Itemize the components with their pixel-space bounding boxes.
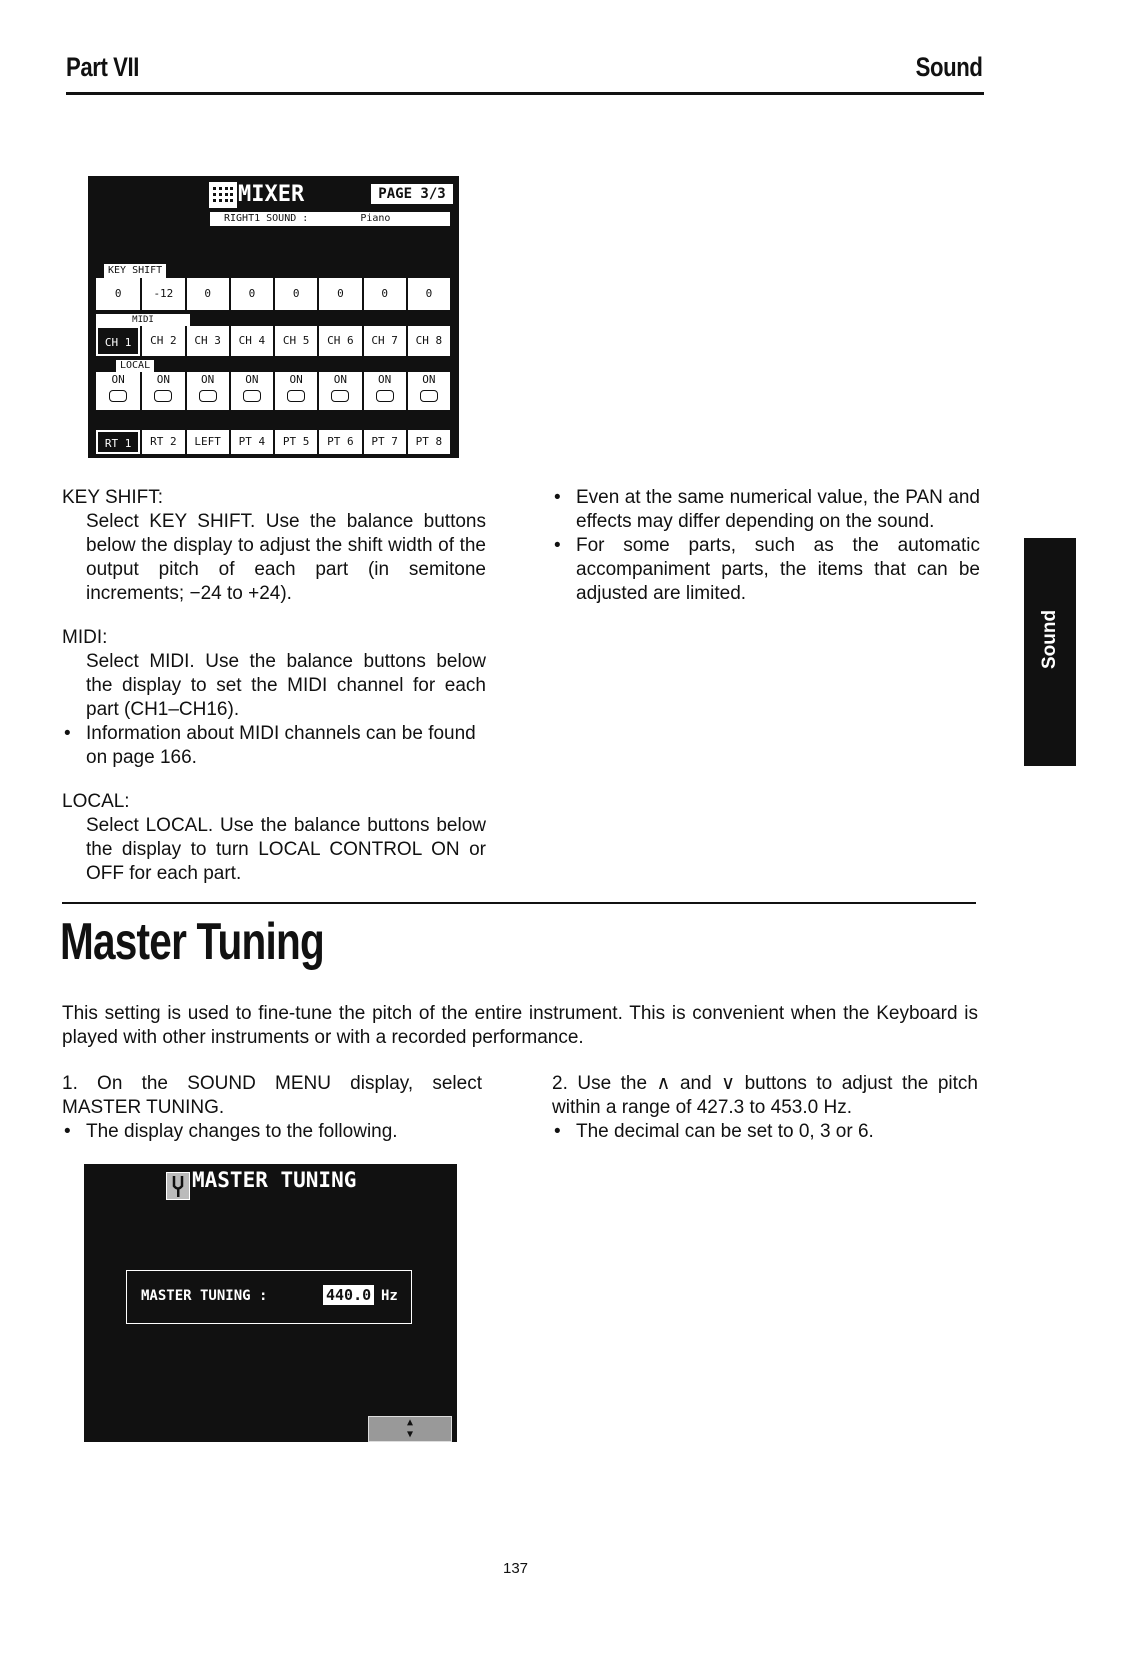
tuning-screen-title: MASTER TUNING <box>192 1168 357 1192</box>
local-toggle-icon[interactable] <box>109 390 127 402</box>
part-cell[interactable] <box>317 430 361 454</box>
part-cell[interactable] <box>273 430 317 454</box>
midi-channel-cell[interactable] <box>317 326 361 356</box>
midi-description: Select MIDI. Use the balance buttons below the display to set the MIDI channel for each part (CH1–CH16). <box>86 651 486 720</box>
key-shift-cell-label: 0 <box>204 287 211 300</box>
part-row <box>96 430 450 454</box>
parts-note-bullet: • For some parts, such as the automatic accompaniment parts, the items that can be adjusted are limited. <box>552 534 980 606</box>
local-description: Select LOCAL. Use the balance buttons below the display to turn LOCAL CONTROL ON or OFF for each part. <box>86 815 486 884</box>
key-shift-cell[interactable] <box>140 278 184 310</box>
midi-channel-cell-label: CH 7 <box>371 334 398 347</box>
local-toggle-icon[interactable] <box>331 390 349 402</box>
pan-note-bullet: • Even at the same numerical value, the PAN and effects may differ depending on the sound. <box>552 486 980 534</box>
midi-channel-cell[interactable] <box>140 326 184 356</box>
intro-paragraph: This setting is used to fine-tune the pitch of the entire instrument. This is convenient when the Keyboard is played with other instruments or with a recorded performance. <box>62 1003 978 1048</box>
local-cell-label: ON <box>422 373 436 386</box>
section-rule <box>62 902 976 904</box>
key-shift-cell-label: -12 <box>153 287 174 300</box>
midi-channel-cell[interactable] <box>229 326 273 356</box>
step-2: 2. Use the ∧ and ∨ buttons to adjust the pitch within a range of 427.3 to 453.0 Hz. <box>552 1073 978 1118</box>
side-tab <box>1024 538 1076 766</box>
midi-heading: MIDI: <box>62 627 108 648</box>
mixer-title: MIXER <box>238 182 305 207</box>
up-arrow-icon[interactable]: ▲ <box>406 1417 414 1428</box>
local-cell[interactable] <box>273 372 317 410</box>
part-cell-label: PT 6 <box>327 435 354 448</box>
part-cell[interactable] <box>96 430 140 454</box>
key-shift-cell-label: 0 <box>248 287 256 300</box>
local-cell-label: ON <box>111 373 125 386</box>
local-cell-label: ON <box>378 373 392 386</box>
local-cell-label: ON <box>156 373 170 386</box>
local-cell-label: ON <box>201 373 215 386</box>
step-1: 1. On the SOUND MENU display, select MASTER TUNING. <box>62 1073 482 1118</box>
part-cell-label: PT 7 <box>371 435 398 448</box>
key-shift-cell[interactable] <box>185 278 229 310</box>
local-toggle-icon[interactable] <box>376 390 394 402</box>
part-cell-label: PT 4 <box>238 435 266 448</box>
midi-channel-cell[interactable] <box>96 326 140 356</box>
key-shift-row <box>96 278 450 310</box>
midi-channel-cell-label: CH 2 <box>150 334 177 347</box>
part-cell-label: PT 8 <box>415 435 443 448</box>
local-heading: LOCAL: <box>62 791 130 812</box>
side-tab-label: Sound <box>1039 609 1060 669</box>
step-2-column <box>552 1072 978 1144</box>
page-number: 137 <box>503 1560 529 1577</box>
midi-channel-cell[interactable] <box>273 326 317 356</box>
right-column <box>552 486 980 606</box>
part-cell[interactable] <box>140 430 184 454</box>
local-toggle-icon[interactable] <box>420 390 438 402</box>
left-column <box>62 486 486 886</box>
local-cell-label: ON <box>245 373 259 386</box>
header-section: Sound <box>915 52 982 82</box>
part-cell-label: RT 1 <box>104 437 132 450</box>
key-shift-cell[interactable] <box>96 278 140 310</box>
part-cell[interactable] <box>362 430 406 454</box>
midi-tab[interactable]: MIDI <box>96 314 190 326</box>
step-2-bullet: • The decimal can be set to 0, 3 or 6. <box>552 1120 978 1144</box>
local-toggle-icon[interactable] <box>287 390 305 402</box>
part-cell-label: PT 5 <box>282 435 310 448</box>
key-shift-cell[interactable] <box>229 278 273 310</box>
local-toggle-icon[interactable] <box>154 390 172 402</box>
midi-channel-cell-label: CH 5 <box>282 334 310 347</box>
midi-channel-cell[interactable] <box>406 326 450 356</box>
midi-bullet: • Information about MIDI channels can be found on page 166. <box>62 722 486 770</box>
local-cell[interactable] <box>362 372 406 410</box>
local-toggle-icon[interactable] <box>199 390 217 402</box>
down-arrow-icon[interactable]: ▼ <box>406 1429 414 1440</box>
mixer-icon <box>209 182 237 208</box>
tuning-label: MASTER TUNING : <box>141 1288 268 1304</box>
tuning-fork-icon <box>166 1172 190 1200</box>
part-cell[interactable] <box>229 430 273 454</box>
key-shift-tab[interactable]: KEY SHIFT <box>104 264 166 278</box>
mixer-screen <box>88 176 459 458</box>
local-cell[interactable] <box>406 372 450 410</box>
part-cell[interactable] <box>406 430 450 454</box>
local-cell-label: ON <box>289 373 303 386</box>
tuning-value[interactable]: 440.0 <box>323 1285 374 1305</box>
mixer-page-indicator: PAGE 3/3 <box>371 184 453 204</box>
midi-channel-cell-label: CH 3 <box>194 334 221 347</box>
mixer-sound-label: RIGHT1 SOUND : <box>224 213 309 224</box>
local-cell[interactable] <box>229 372 273 410</box>
part-cell-label: RT 2 <box>150 435 177 448</box>
local-row <box>96 372 450 410</box>
midi-channel-cell-label: CH 1 <box>104 336 132 349</box>
local-cell-label: ON <box>333 373 347 386</box>
key-shift-cell[interactable] <box>317 278 361 310</box>
step-1-bullet: • The display changes to the following. <box>62 1120 482 1144</box>
section-title: Master Tuning <box>60 913 325 971</box>
tuning-unit: Hz <box>381 1288 398 1304</box>
midi-channel-cell-label: CH 4 <box>238 334 266 347</box>
key-shift-cell[interactable] <box>362 278 406 310</box>
mixer-sound-bar <box>210 212 450 226</box>
part-cell-label: LEFT <box>194 435 221 448</box>
key-shift-cell-label: 0 <box>337 287 344 300</box>
up-down-buttons[interactable] <box>368 1416 452 1442</box>
header-rule <box>66 92 984 95</box>
midi-channel-cell[interactable] <box>185 326 229 356</box>
header-part: Part VII <box>66 52 140 82</box>
local-cell[interactable] <box>317 372 361 410</box>
key-shift-cell-label: 0 <box>114 287 122 300</box>
local-toggle-icon[interactable] <box>243 390 261 402</box>
key-shift-cell-label: 0 <box>381 287 388 300</box>
key-shift-cell[interactable] <box>273 278 317 310</box>
local-tab[interactable]: LOCAL <box>116 360 154 372</box>
midi-channel-cell[interactable] <box>362 326 406 356</box>
tuning-panel <box>126 1270 412 1324</box>
key-shift-cell-label: 0 <box>292 287 300 300</box>
midi-row <box>96 326 450 356</box>
key-shift-heading: KEY SHIFT: <box>62 487 164 508</box>
key-shift-cell-label: 0 <box>425 287 433 300</box>
step-1-column <box>62 1072 482 1144</box>
local-cell[interactable] <box>96 372 140 410</box>
master-tuning-screen <box>84 1164 457 1442</box>
local-cell[interactable] <box>185 372 229 410</box>
midi-channel-cell-label: CH 6 <box>327 334 354 347</box>
key-shift-description: Select KEY SHIFT. Use the balance buttons below the display to adjust the shift width of the output pitch of each part (in semitone increments; −24 to +24). <box>86 511 486 604</box>
mixer-sound-value: Piano <box>360 213 391 224</box>
part-cell[interactable] <box>185 430 229 454</box>
local-cell[interactable] <box>140 372 184 410</box>
midi-channel-cell-label: CH 8 <box>415 334 443 347</box>
key-shift-cell[interactable] <box>406 278 450 310</box>
